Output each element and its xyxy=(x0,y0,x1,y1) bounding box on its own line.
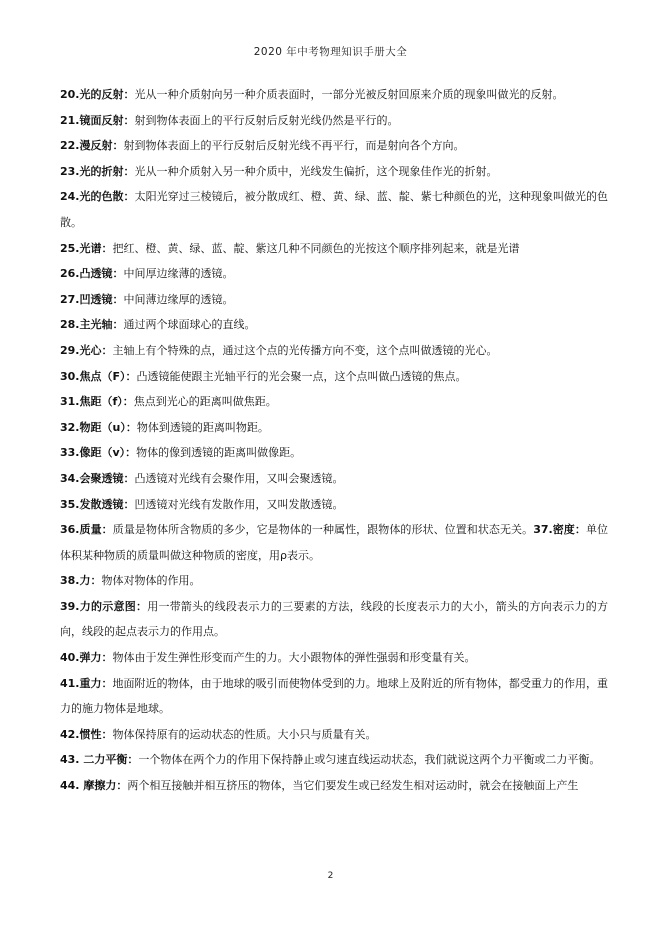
definition-term: 27.凹透镜： xyxy=(60,292,124,306)
definition-text: 地面附近的物体，由于地球的吸引而使物体受到的力。地球上及附近的所有物体，都受重力的作用，重力的施力物体是地球。 xyxy=(60,676,608,716)
page-number: 2 xyxy=(327,871,334,881)
definition-term: 42.惯性： xyxy=(60,727,113,741)
definition-term: 40.弹力： xyxy=(60,651,113,665)
definition-text: 光从一种介质射向另一种介质表面时，一部分光被反射回原来介质的现象叫做光的反射。 xyxy=(134,88,564,101)
definition-item xyxy=(60,108,608,134)
definition-item xyxy=(60,236,608,262)
definition-term: 34.会聚透镜： xyxy=(60,471,135,485)
definition-text: 凸透镜对光线有会聚作用，又叫会聚透镜。 xyxy=(134,471,344,485)
definition-text: 物体对物体的作用。 xyxy=(101,574,201,588)
definition-item xyxy=(60,364,608,390)
definition-text: 一个物体在两个力的作用下保持静止或匀速直线运动状态，我们就说这两个力平衡或二力平衡。 xyxy=(138,753,601,767)
definition-item xyxy=(60,645,608,671)
definitions-list xyxy=(60,82,608,799)
definition-term: 32.物距（u）： xyxy=(60,420,137,434)
definition-term: 25.光谱： xyxy=(60,241,113,255)
definition-term: 24.光的色散： xyxy=(60,190,135,204)
definition-term: 23.光的折射： xyxy=(60,164,135,178)
definition-text: 中间薄边缘厚的透镜。 xyxy=(123,292,234,306)
definition-text: 质量是物体所含物质的多少，它是物体的一种属性，跟物体的形状、位置和状态无关。 xyxy=(112,523,534,537)
definition-item xyxy=(60,722,608,748)
definition-item xyxy=(60,517,608,568)
definition-term: 20.光的反射： xyxy=(60,88,135,101)
definition-term: 36.质量： xyxy=(60,523,113,537)
definition-text: 物体到透镜的距离叫物距。 xyxy=(136,420,269,434)
definition-term: 41.重力： xyxy=(60,676,113,690)
page-header: 2020 年中考物理知识手册大全 xyxy=(253,46,408,58)
definition-term: 39.力的示意图： xyxy=(60,599,148,613)
definition-item xyxy=(60,82,608,108)
definition-item xyxy=(60,747,608,773)
definition-text: 用一带箭头的线段表示力的三要素的方法，线段的长度表示力的大小，箭头的方向表示力的方向，线段的起点表示力的作用点。 xyxy=(60,599,608,639)
definition-item xyxy=(60,568,608,594)
definition-term: 31.焦距（f）： xyxy=(60,395,134,409)
definition-term: 28.主光轴： xyxy=(60,318,124,332)
definition-item xyxy=(60,440,608,466)
definition-term: 44. 摩擦力： xyxy=(60,779,128,793)
definition-text: 通过两个球面球心的直线。 xyxy=(123,318,256,332)
definition-text: 单位体积某种物质的质量叫做这种物质的密度，用ρ表示。 xyxy=(60,523,609,562)
definition-item xyxy=(60,415,608,441)
definition-text: 焦点到光心的距离叫做焦距。 xyxy=(133,395,277,409)
definition-item xyxy=(60,287,608,313)
definition-item xyxy=(60,594,608,645)
definition-term: 43. 二力平衡： xyxy=(60,753,139,767)
definition-text: 凸透镜能使跟主光轴平行的光会聚一点，这个点叫做凸透镜的焦点。 xyxy=(136,369,467,383)
definition-term: 29.光心： xyxy=(60,343,113,357)
definition-text: 凹透镜对光线有发散作用，又叫发散透镜。 xyxy=(134,497,344,511)
definition-term: 35.发散透镜： xyxy=(60,497,135,511)
definition-term: 21.镜面反射： xyxy=(60,113,135,127)
definition-item xyxy=(60,159,608,185)
definition-text: 光从一种介质射入另一种介质中，光线发生偏折，这个现象佳作光的折射。 xyxy=(134,164,498,178)
definition-term: 33.像距（v）： xyxy=(60,446,137,460)
definition-item xyxy=(60,312,608,338)
definition-text: 把红、橙、黄、绿、蓝、靛、紫这几种不同颜色的光按这个顺序排列起来，就是光谱 xyxy=(112,241,520,255)
definition-item xyxy=(60,671,608,722)
definition-term: 22.漫反射： xyxy=(60,139,124,153)
definition-text: 中间厚边缘薄的透镜。 xyxy=(123,267,234,281)
definition-item xyxy=(60,773,608,799)
definition-term: 26.凸透镜： xyxy=(60,267,124,281)
definition-text: 物体由于发生弹性形变而产生的力。大小跟物体的弹性强弱和形变量有关。 xyxy=(112,651,476,665)
definition-term: 38.力： xyxy=(60,574,102,588)
definition-item xyxy=(60,261,608,287)
definition-text: 射到物体表面上的平行反射后反射光线不再平行，而是射向各个方向。 xyxy=(123,139,465,153)
definition-text: 主轴上有个特殊的点，通过这个点的光传播方向不变，这个点叫做透镜的光心。 xyxy=(112,343,498,357)
definition-item xyxy=(60,492,608,518)
definition-term: 37.密度： xyxy=(533,523,586,537)
definition-item xyxy=(60,184,608,235)
definition-text: 物体的像到透镜的距离叫做像距。 xyxy=(136,446,302,460)
definition-text: 射到物体表面上的平行反射后反射光线仍然是平行的。 xyxy=(134,113,399,127)
definition-item xyxy=(60,133,608,159)
definition-text: 两个相互接触并相互挤压的物体，当它们要发生或已经发生相对运动时，就会在接触面上产生 xyxy=(127,779,579,793)
definition-text: 物体保持原有的运动状态的性质。大小只与质量有关。 xyxy=(112,727,377,741)
definition-item xyxy=(60,466,608,492)
definition-item xyxy=(60,338,608,364)
definition-term: 30.焦点（F）： xyxy=(60,369,137,383)
definition-text: 太阳光穿过三棱镜后，被分散成红、橙、黄、绿、蓝、靛、紫七种颜色的光，这种现象叫做光的色散。 xyxy=(60,190,608,229)
definition-item xyxy=(60,389,608,415)
